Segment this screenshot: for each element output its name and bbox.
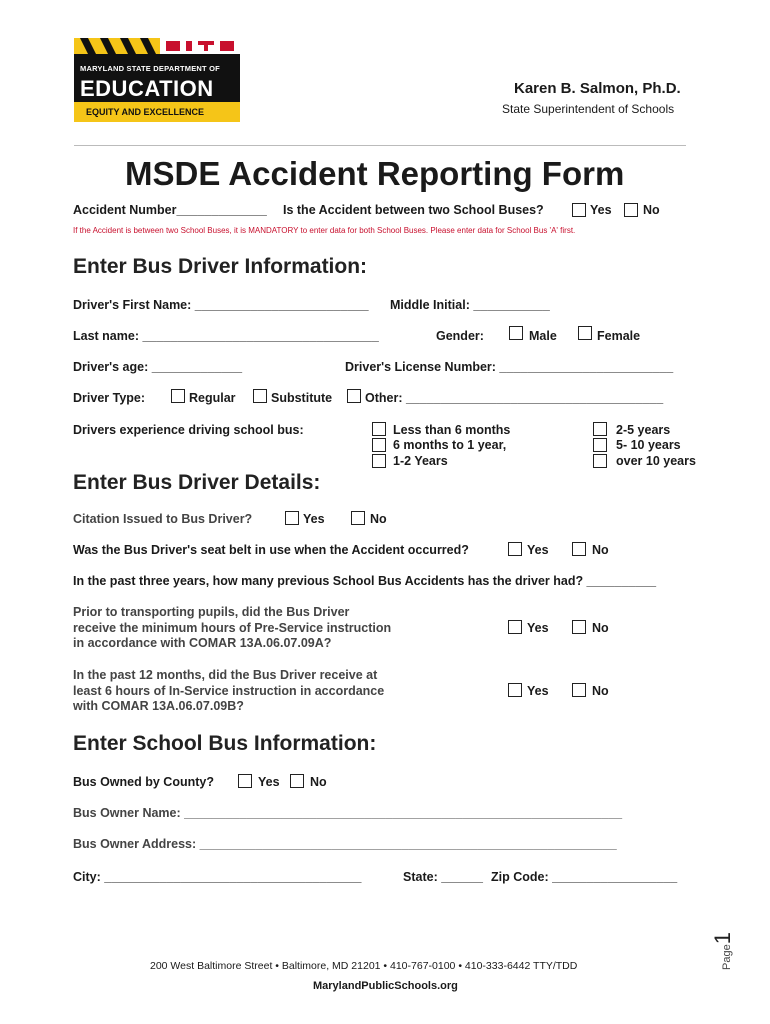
- inservice-line: In the past 12 months, did the Bus Driver receive at: [73, 668, 378, 682]
- driver-type-label: Driver Type:: [73, 391, 146, 405]
- gender-label: Gender:: [436, 329, 484, 343]
- preservice-line: Prior to transporting pupils, did the Bus Driver: [73, 605, 350, 619]
- inservice-yes-label: Yes: [527, 684, 549, 698]
- footer-address: 200 West Baltimore Street • Baltimore, MD 21201 • 410-767-0100 • 410-333-6442 TTY/TDD: [150, 960, 578, 972]
- license-number-field[interactable]: Driver's License Number: _________________________: [345, 360, 674, 374]
- page-number-block: [710, 922, 758, 970]
- other-checkbox[interactable]: [347, 389, 361, 403]
- exp-1-2-years-checkbox[interactable]: [372, 454, 386, 468]
- seat-belt-no-checkbox[interactable]: [572, 542, 586, 556]
- state-field[interactable]: State: ______: [403, 870, 483, 884]
- inservice-question: [73, 668, 384, 715]
- male-label: Male: [529, 329, 557, 343]
- inservice-line: with COMAR 13A.06.07.09B?: [73, 699, 244, 713]
- male-checkbox[interactable]: [509, 326, 523, 340]
- seat-belt-no-label: No: [592, 543, 609, 557]
- exp-option: 6 months to 1 year,: [393, 438, 507, 452]
- page-title: MSDE Accident Reporting Form: [125, 155, 625, 192]
- two-buses-no-label: No: [643, 203, 660, 217]
- preservice-line: receive the minimum hours of Pre-Service instruction: [73, 620, 392, 635]
- substitute-checkbox[interactable]: [253, 389, 267, 403]
- superintendent-name: Karen B. Salmon, Ph.D.: [514, 80, 681, 97]
- driver-details-heading: Enter Bus Driver Details:: [73, 471, 321, 494]
- seat-belt-question: Was the Bus Driver's seat belt in use when the Accident occurred?: [73, 543, 469, 557]
- exp-over-10-years-checkbox[interactable]: [593, 454, 607, 468]
- exp-option: Less than 6 months: [393, 423, 511, 437]
- exp-less-6-months-checkbox[interactable]: [372, 422, 386, 436]
- exp-5-10-years-checkbox[interactable]: [593, 438, 607, 452]
- middle-initial-field[interactable]: Middle Initial: ___________: [390, 298, 550, 312]
- header-divider: [74, 145, 686, 146]
- city-field[interactable]: City: _____________________________________: [73, 870, 362, 884]
- exp-2-5-years-checkbox[interactable]: [593, 422, 607, 436]
- logo-tagline: EQUITY AND EXCELLENCE: [86, 107, 205, 117]
- citation-no-checkbox[interactable]: [351, 511, 365, 525]
- exp-option: over 10 years: [616, 454, 696, 468]
- preservice-no-label: No: [592, 621, 609, 635]
- substitute-label: Substitute: [271, 391, 333, 405]
- owned-yes-checkbox[interactable]: [238, 774, 252, 788]
- msde-logo: [74, 38, 240, 122]
- two-buses-question: Is the Accident between two School Buses?: [283, 203, 544, 217]
- inservice-no-label: No: [592, 684, 609, 698]
- accident-number-field[interactable]: Accident Number_____________: [73, 203, 267, 217]
- preservice-yes-checkbox[interactable]: [508, 620, 522, 634]
- inservice-no-checkbox[interactable]: [572, 683, 586, 697]
- exp-option: 2-5 years: [616, 423, 671, 437]
- exp-6-months-1-year-checkbox[interactable]: [372, 438, 386, 452]
- female-label: Female: [597, 329, 641, 343]
- other-field[interactable]: Other: _____________________________________: [365, 391, 664, 405]
- owned-no-checkbox[interactable]: [290, 774, 304, 788]
- regular-label: Regular: [189, 391, 236, 405]
- owned-by-county-question: Bus Owned by County?: [73, 775, 214, 789]
- citation-question: Citation Issued to Bus Driver?: [73, 512, 253, 526]
- experience-label: Drivers experience driving school bus:: [73, 423, 304, 437]
- seat-belt-yes-label: Yes: [527, 543, 549, 557]
- driver-info-heading: Enter Bus Driver Information:: [73, 255, 368, 278]
- female-checkbox[interactable]: [578, 326, 592, 340]
- two-buses-yes-checkbox[interactable]: [572, 203, 586, 217]
- bus-info-heading: Enter School Bus Information:: [73, 732, 377, 755]
- page-number: 1: [710, 932, 735, 945]
- seat-belt-yes-checkbox[interactable]: [508, 542, 522, 556]
- preservice-question: [73, 605, 391, 652]
- first-name-field[interactable]: Driver's First Name: _________________________: [73, 298, 369, 312]
- page-label: Page: [721, 944, 733, 970]
- regular-checkbox[interactable]: [171, 389, 185, 403]
- inservice-line: least 6 hours of In-Service instruction in accordance: [73, 683, 385, 698]
- preservice-no-checkbox[interactable]: [572, 620, 586, 634]
- footer-website[interactable]: MarylandPublicSchools.org: [313, 980, 458, 992]
- owner-address-field[interactable]: Bus Owner Address: ____________________________________________________________: [73, 837, 617, 851]
- citation-yes-label: Yes: [303, 512, 325, 526]
- preservice-line: in accordance with COMAR 13A.06.07.09A?: [73, 636, 332, 650]
- previous-accidents-field[interactable]: In the past three years, how many previous School Bus Accidents has the driver had? __________: [73, 574, 657, 588]
- logo-education-text: EDUCATION: [80, 76, 214, 101]
- two-buses-yes-label: Yes: [590, 203, 612, 217]
- maryland-flag-graphic: [74, 38, 240, 54]
- driver-age-field[interactable]: Driver's age: _____________: [73, 360, 243, 374]
- exp-option: 1-2 Years: [393, 454, 448, 468]
- owner-name-field[interactable]: Bus Owner Name: _______________________________________________________________: [73, 806, 623, 820]
- preservice-yes-label: Yes: [527, 621, 549, 635]
- zip-code-field[interactable]: Zip Code: __________________: [491, 870, 678, 884]
- two-buses-no-checkbox[interactable]: [624, 203, 638, 217]
- citation-no-label: No: [370, 512, 387, 526]
- owned-yes-label: Yes: [258, 775, 280, 789]
- exp-option: 5- 10 years: [616, 438, 681, 452]
- inservice-yes-checkbox[interactable]: [508, 683, 522, 697]
- superintendent-title: State Superintendent of Schools: [502, 102, 675, 116]
- mandatory-notice: If the Accident is between two School Buses, it is MANDATORY to enter data for both School Buses. Please enter data for School Bus 'A' first.: [73, 226, 576, 235]
- last-name-field[interactable]: Last name: __________________________________: [73, 329, 379, 343]
- citation-yes-checkbox[interactable]: [285, 511, 299, 525]
- logo-department-text: MARYLAND STATE DEPARTMENT OF: [80, 64, 220, 73]
- owned-no-label: No: [310, 775, 327, 789]
